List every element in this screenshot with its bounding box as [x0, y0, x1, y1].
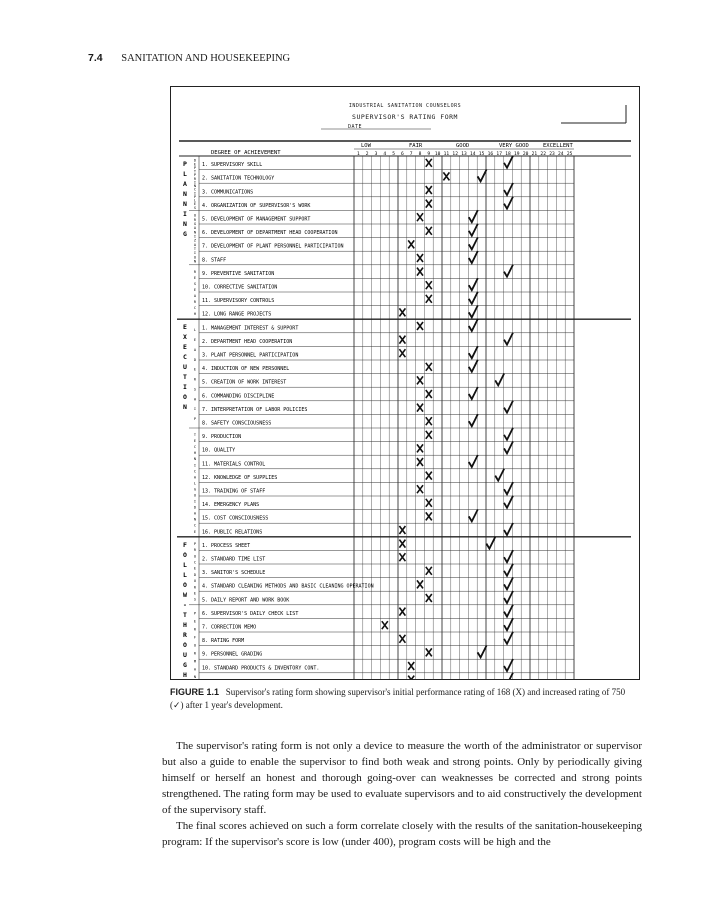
scale-number: 2 [365, 152, 369, 157]
group-letter: P [193, 417, 197, 422]
paragraph-2: The final scores achieved on such a form correlate closely with the results of the sanitation-housekeeping program: If the supervisor's score is low (under 400), program costs will be high and the [162, 820, 642, 848]
group-letter: U [193, 579, 197, 584]
x-mark [426, 472, 432, 480]
group-letter: H [193, 312, 197, 317]
x-mark [399, 308, 405, 316]
x-mark [417, 322, 423, 330]
x-mark [417, 268, 423, 276]
section-letter: E [183, 323, 187, 332]
section-title: SANITATION AND HOUSEKEEPING [121, 53, 291, 64]
group-letter: R [193, 377, 197, 382]
x-mark [417, 580, 423, 588]
x-mark [399, 336, 405, 344]
group-letter: I [193, 499, 197, 504]
group-letter: D [193, 158, 197, 163]
form-company: INDUSTRIAL SANITATION COUNSELORS [348, 103, 462, 109]
x-mark [426, 200, 432, 208]
x-mark [408, 676, 414, 679]
group-letter: P [193, 173, 197, 178]
item-label: 8. STAFF [202, 257, 227, 264]
scale-number: 15 [478, 152, 485, 157]
group-letter: C [193, 306, 197, 311]
item-label: 10. QUALITY [202, 447, 236, 454]
group-letter: R [193, 585, 197, 590]
scale-number: 18 [505, 152, 511, 157]
group-letter: I [193, 407, 197, 412]
item-label: 6. SUPERVISOR'S DAILY CHECK LIST [202, 610, 299, 617]
group-letter: H [193, 397, 197, 402]
running-header [88, 52, 290, 64]
group-letter: Z [193, 238, 197, 243]
level-label: VERY GOOD [499, 143, 529, 149]
group-letter: R [193, 269, 197, 274]
group-letter: I [193, 251, 197, 256]
group-letter: R [193, 217, 197, 222]
group-letter: S [193, 281, 197, 286]
check-mark [504, 550, 513, 562]
group-letter: N [193, 259, 197, 264]
x-mark [426, 499, 432, 507]
x-mark [426, 512, 432, 520]
x-mark [426, 567, 432, 575]
x-mark [408, 662, 414, 670]
x-mark [417, 213, 423, 221]
group-letter: E [193, 367, 197, 372]
body-text [162, 738, 642, 850]
item-label: 7. DEVELOPMENT OF PLANT PERSONNEL PARTICIPATION [202, 243, 344, 250]
check-mark [504, 401, 513, 413]
item-label: 4. INDUCTION OF NEW PERSONNEL [202, 366, 290, 373]
item-label: 9. PRODUCTION [202, 434, 242, 441]
item-label: 6. COMMANDING DISCIPLINE [202, 393, 275, 400]
group-letter: T [193, 247, 197, 252]
item-label: 3. COMMUNICATIONS [202, 189, 254, 196]
group-letter: I [193, 180, 197, 185]
x-mark [443, 172, 449, 180]
level-label: FAIR [409, 143, 423, 149]
scale-number: 6 [401, 152, 404, 157]
group-letter: R [193, 627, 197, 632]
check-mark [504, 605, 513, 617]
group-letter: I [193, 463, 197, 468]
x-mark [417, 444, 423, 452]
item-label: 8. SAFETY CONSCIOUSNESS [202, 420, 272, 427]
section-letter: O [183, 640, 187, 649]
check-mark [469, 210, 478, 222]
group-letter: L [193, 328, 197, 333]
level-label: GOOD [456, 143, 470, 149]
scale-number: 19 [514, 152, 520, 157]
x-mark [426, 431, 432, 439]
group-letter: M [193, 659, 197, 664]
item-label: 7. INTERPRETATION OF LABOR POLICIES [202, 406, 308, 413]
section-letter: U [183, 363, 187, 372]
item-label: 7. CORRECTION MEMO [202, 624, 257, 631]
group-letter: S [193, 597, 197, 602]
item-label: 2. DEPARTMENT HEAD COOPERATION [202, 338, 293, 345]
x-mark [382, 621, 388, 629]
scale-number: 8 [418, 152, 422, 157]
scale-number: 5 [392, 152, 395, 157]
group-letter: O [193, 554, 197, 559]
section-letter: N [183, 220, 187, 228]
item-label: 1. PROCESS SHEET [202, 542, 251, 549]
section-letter: F [183, 540, 187, 549]
x-mark [426, 363, 432, 371]
scale-number: 14 [470, 152, 476, 157]
check-mark [469, 414, 478, 426]
check-mark [495, 469, 504, 481]
item-label: 4. STANDARD CLEANING METHODS AND BASIC CLEANING OPERATION [202, 583, 374, 590]
check-mark [504, 482, 513, 494]
item-label: 6. DEVELOPMENT OF DEPARTMENT HEAD COOPERATION [202, 230, 338, 237]
group-letter: A [193, 242, 197, 247]
check-mark [469, 455, 478, 467]
group-letter: A [193, 226, 197, 231]
check-mark [469, 292, 478, 304]
item-label: 1. MANAGEMENT INTEREST & SUPPORT [202, 325, 299, 332]
figure-caption [170, 686, 640, 712]
item-label: 10. STANDARD PRODUCTS & INVENTORY CONT. [202, 665, 320, 672]
group-letter: C [193, 445, 197, 450]
rating-grid [171, 87, 639, 679]
group-letter: D [193, 572, 197, 577]
group-letter: E [193, 162, 197, 167]
scale-number: 12 [452, 152, 458, 157]
x-mark [426, 281, 432, 289]
item-label: 3. PLANT PERSONNEL PARTICIPATION [202, 352, 299, 359]
section-letter: O [183, 550, 187, 559]
section-letter: G [183, 230, 187, 238]
scale-number: 7 [409, 152, 413, 157]
group-letter: L [193, 198, 197, 203]
check-mark [469, 346, 478, 358]
check-mark [469, 305, 478, 317]
item-label: 5. DAILY REPORT AND WORK BOOK [202, 597, 290, 604]
scale-number: 10 [434, 152, 441, 157]
group-letter: E [193, 619, 197, 624]
x-mark [399, 553, 405, 561]
scale-number: 13 [461, 152, 467, 157]
group-letter: E [193, 275, 197, 280]
group-letter: A [193, 475, 197, 480]
check-mark [469, 319, 478, 331]
group-letter: H [193, 451, 197, 456]
check-mark [504, 673, 513, 679]
check-mark [504, 156, 513, 168]
group-letter: T [193, 433, 197, 438]
section-letter: O [183, 393, 187, 402]
item-label: 13. TRAINING OF STAFF [202, 488, 266, 495]
section-letter: C [183, 353, 187, 362]
item-label: 2. STANDARD TIME LIST [202, 556, 266, 563]
check-mark [504, 333, 513, 345]
check-mark [504, 577, 513, 589]
check-mark [504, 428, 513, 440]
group-letter: U [193, 493, 197, 498]
section-letter: N [183, 403, 187, 412]
item-label: 12. LONG RANGE PROJECTS [202, 311, 272, 318]
form-title: SUPERVISOR'S RATING FORM [352, 113, 458, 121]
check-mark [469, 278, 478, 290]
x-mark [426, 295, 432, 303]
group-letter: E [193, 202, 197, 207]
check-mark [504, 197, 513, 209]
scale-number: 11 [443, 152, 450, 157]
item-label: 12. KNOWLEDGE OF SUPPLIES [202, 474, 278, 481]
section-letter: H [183, 670, 187, 679]
x-mark [426, 390, 432, 398]
section-letter: L [183, 170, 187, 178]
scale-number: 20 [522, 152, 529, 157]
item-label: 16. PUBLIC RELATIONS [202, 529, 263, 536]
group-letter: S [193, 387, 197, 392]
scale-number: 16 [487, 152, 494, 157]
group-letter: E [193, 287, 197, 292]
check-mark [478, 169, 487, 181]
scale-number: 23 [549, 152, 555, 157]
x-mark [399, 608, 405, 616]
group-letter: S [193, 205, 197, 210]
x-mark [426, 648, 432, 656]
section-letter: T [183, 373, 187, 382]
item-label: 5. CREATION OF WORK INTEREST [202, 379, 287, 386]
scale-number: 17 [496, 152, 502, 157]
group-letter: C [193, 560, 197, 565]
group-letter: R [193, 176, 197, 181]
scale-number: 1 [357, 152, 360, 157]
scale-number: 4 [383, 152, 387, 157]
item-label: 10. CORRECTIVE SANITATION [202, 284, 278, 291]
group-letter: N [193, 457, 197, 462]
section-letter: T [183, 610, 187, 619]
section-letter: N [183, 190, 187, 198]
section-letter: X [183, 333, 187, 342]
check-mark [469, 509, 478, 521]
section-letter: G [183, 660, 187, 669]
check-mark [504, 632, 513, 644]
section-letter: N [183, 200, 187, 208]
section-letter: R [183, 630, 187, 639]
check-mark [478, 645, 487, 657]
group-letter: P [193, 165, 197, 170]
group-letter: G [193, 487, 197, 492]
item-label: 14. EMERGENCY PLANS [202, 502, 260, 509]
group-letter: E [193, 566, 197, 571]
group-letter: E [193, 337, 197, 342]
group-letter: I [193, 191, 197, 196]
section-letter: - [183, 600, 187, 609]
group-letter: C [193, 187, 197, 192]
group-letter: R [193, 300, 197, 305]
x-mark [399, 349, 405, 357]
group-letter: E [193, 529, 197, 534]
check-mark [504, 183, 513, 195]
check-mark [469, 224, 478, 236]
item-label: 1. SUPERVISORY SKILL [202, 162, 263, 169]
x-mark [426, 227, 432, 235]
check-mark [495, 373, 504, 385]
group-letter: P [193, 194, 197, 199]
group-letter: O [193, 643, 197, 648]
group-letter: A [193, 511, 197, 516]
item-label: 2. SANITATION TECHNOLOGY [202, 175, 275, 182]
group-letter: D [193, 357, 197, 362]
check-mark [504, 441, 513, 453]
group-letter: L [193, 481, 197, 486]
x-mark [426, 594, 432, 602]
item-label: 15. COST CONSCIOUSNESS [202, 515, 269, 522]
item-label: 9. PREVENTIVE SANITATION [202, 270, 275, 277]
section-letter: L [183, 570, 187, 579]
group-letter: G [193, 221, 197, 226]
scale-number: 21 [531, 152, 538, 157]
scale-number: 9 [427, 152, 431, 157]
section-letter: W [183, 590, 187, 599]
section-letter: E [183, 343, 187, 352]
form-date-label: DATE [347, 124, 363, 130]
paragraph-1: The supervisor's rating form is not only a device to measure the worth of the administrator or supervisor but also a guide to enable the supervisor to find both weak and strong points. Only by periodically giving himself or herself an honest and thorough going-over can weaknesses be corrected and strong points strengthened. The rating form may be used to evaluate supervisors and to aid constructively the development of the supervisory staff. [162, 740, 642, 816]
check-mark [504, 564, 513, 576]
check-mark [504, 523, 513, 535]
scale-number: 22 [540, 152, 546, 157]
check-mark [504, 265, 513, 277]
check-mark [486, 537, 495, 549]
item-label: 11. MATERIALS CONTROL [202, 461, 266, 468]
x-mark [399, 635, 405, 643]
level-label: EXCELLENT [543, 143, 573, 149]
caption-text: Supervisor's rating form showing supervisor's initial performance rating of 168 (X) and increased rating of 750 (✓) after 1 year's development. [170, 687, 626, 710]
group-letter: I [193, 234, 197, 239]
item-label: 11. SUPERVISORY CONTROLS [202, 298, 275, 305]
x-mark [426, 186, 432, 194]
group-letter: A [193, 347, 197, 352]
item-label: 8. RATING FORM [202, 638, 245, 645]
group-letter: E [193, 439, 197, 444]
group-letter: N [193, 517, 197, 522]
group-letter: N [193, 675, 197, 679]
x-mark [426, 417, 432, 425]
group-letter: E [193, 591, 197, 596]
group-letter: F [193, 635, 197, 640]
check-mark [469, 387, 478, 399]
x-mark [399, 540, 405, 548]
group-letter: C [193, 469, 197, 474]
x-mark [417, 404, 423, 412]
group-letter: P [193, 541, 197, 546]
group-letter: P [193, 611, 197, 616]
section-letter: I [183, 210, 187, 218]
item-label: 3. SANITOR'S SCHEDULE [202, 570, 266, 577]
level-label: LOW [361, 143, 371, 149]
x-mark [417, 485, 423, 493]
check-mark [504, 591, 513, 603]
x-mark [417, 254, 423, 262]
x-mark [417, 458, 423, 466]
section-letter: L [183, 560, 187, 569]
group-letter: O [193, 255, 197, 260]
section-letter: O [183, 580, 187, 589]
caption-label: FIGURE 1.1 [170, 687, 220, 697]
section-letter: P [183, 160, 187, 168]
section-number: 7.4 [88, 52, 103, 64]
check-mark [469, 251, 478, 263]
x-mark [417, 376, 423, 384]
scale-number: 3 [374, 152, 378, 157]
group-letter: C [193, 523, 197, 528]
check-mark [504, 618, 513, 630]
group-letter: N [193, 230, 197, 235]
group-letter: T [193, 169, 197, 174]
section-letter: I [183, 383, 187, 392]
group-letter: A [193, 294, 197, 299]
check-mark [504, 496, 513, 508]
group-letter: A [193, 667, 197, 672]
scale-number: 25 [566, 152, 573, 157]
item-label: 9. PERSONNEL GRADING [202, 651, 263, 658]
item-label: 4. ORGANIZATION OF SUPERVISOR'S WORK [202, 202, 311, 209]
rating-form-figure [170, 86, 640, 680]
group-letter: R [193, 548, 197, 553]
scale-number: 24 [558, 152, 564, 157]
section-letter: U [183, 650, 187, 659]
x-mark [408, 240, 414, 248]
group-letter: R [193, 651, 197, 656]
section-letter: H [183, 620, 187, 629]
x-mark [399, 526, 405, 534]
group-letter: D [193, 505, 197, 510]
item-label: 5. DEVELOPMENT OF MANAGEMENT SUPPORT [202, 216, 311, 223]
degree-label: DEGREE OF ACHIEVEMENT [211, 150, 281, 156]
group-letter: O [193, 213, 197, 218]
group-letter: N [193, 184, 197, 189]
check-mark [469, 237, 478, 249]
section-letter: A [183, 180, 187, 188]
x-mark [426, 159, 432, 167]
check-mark [504, 659, 513, 671]
check-mark [469, 360, 478, 372]
